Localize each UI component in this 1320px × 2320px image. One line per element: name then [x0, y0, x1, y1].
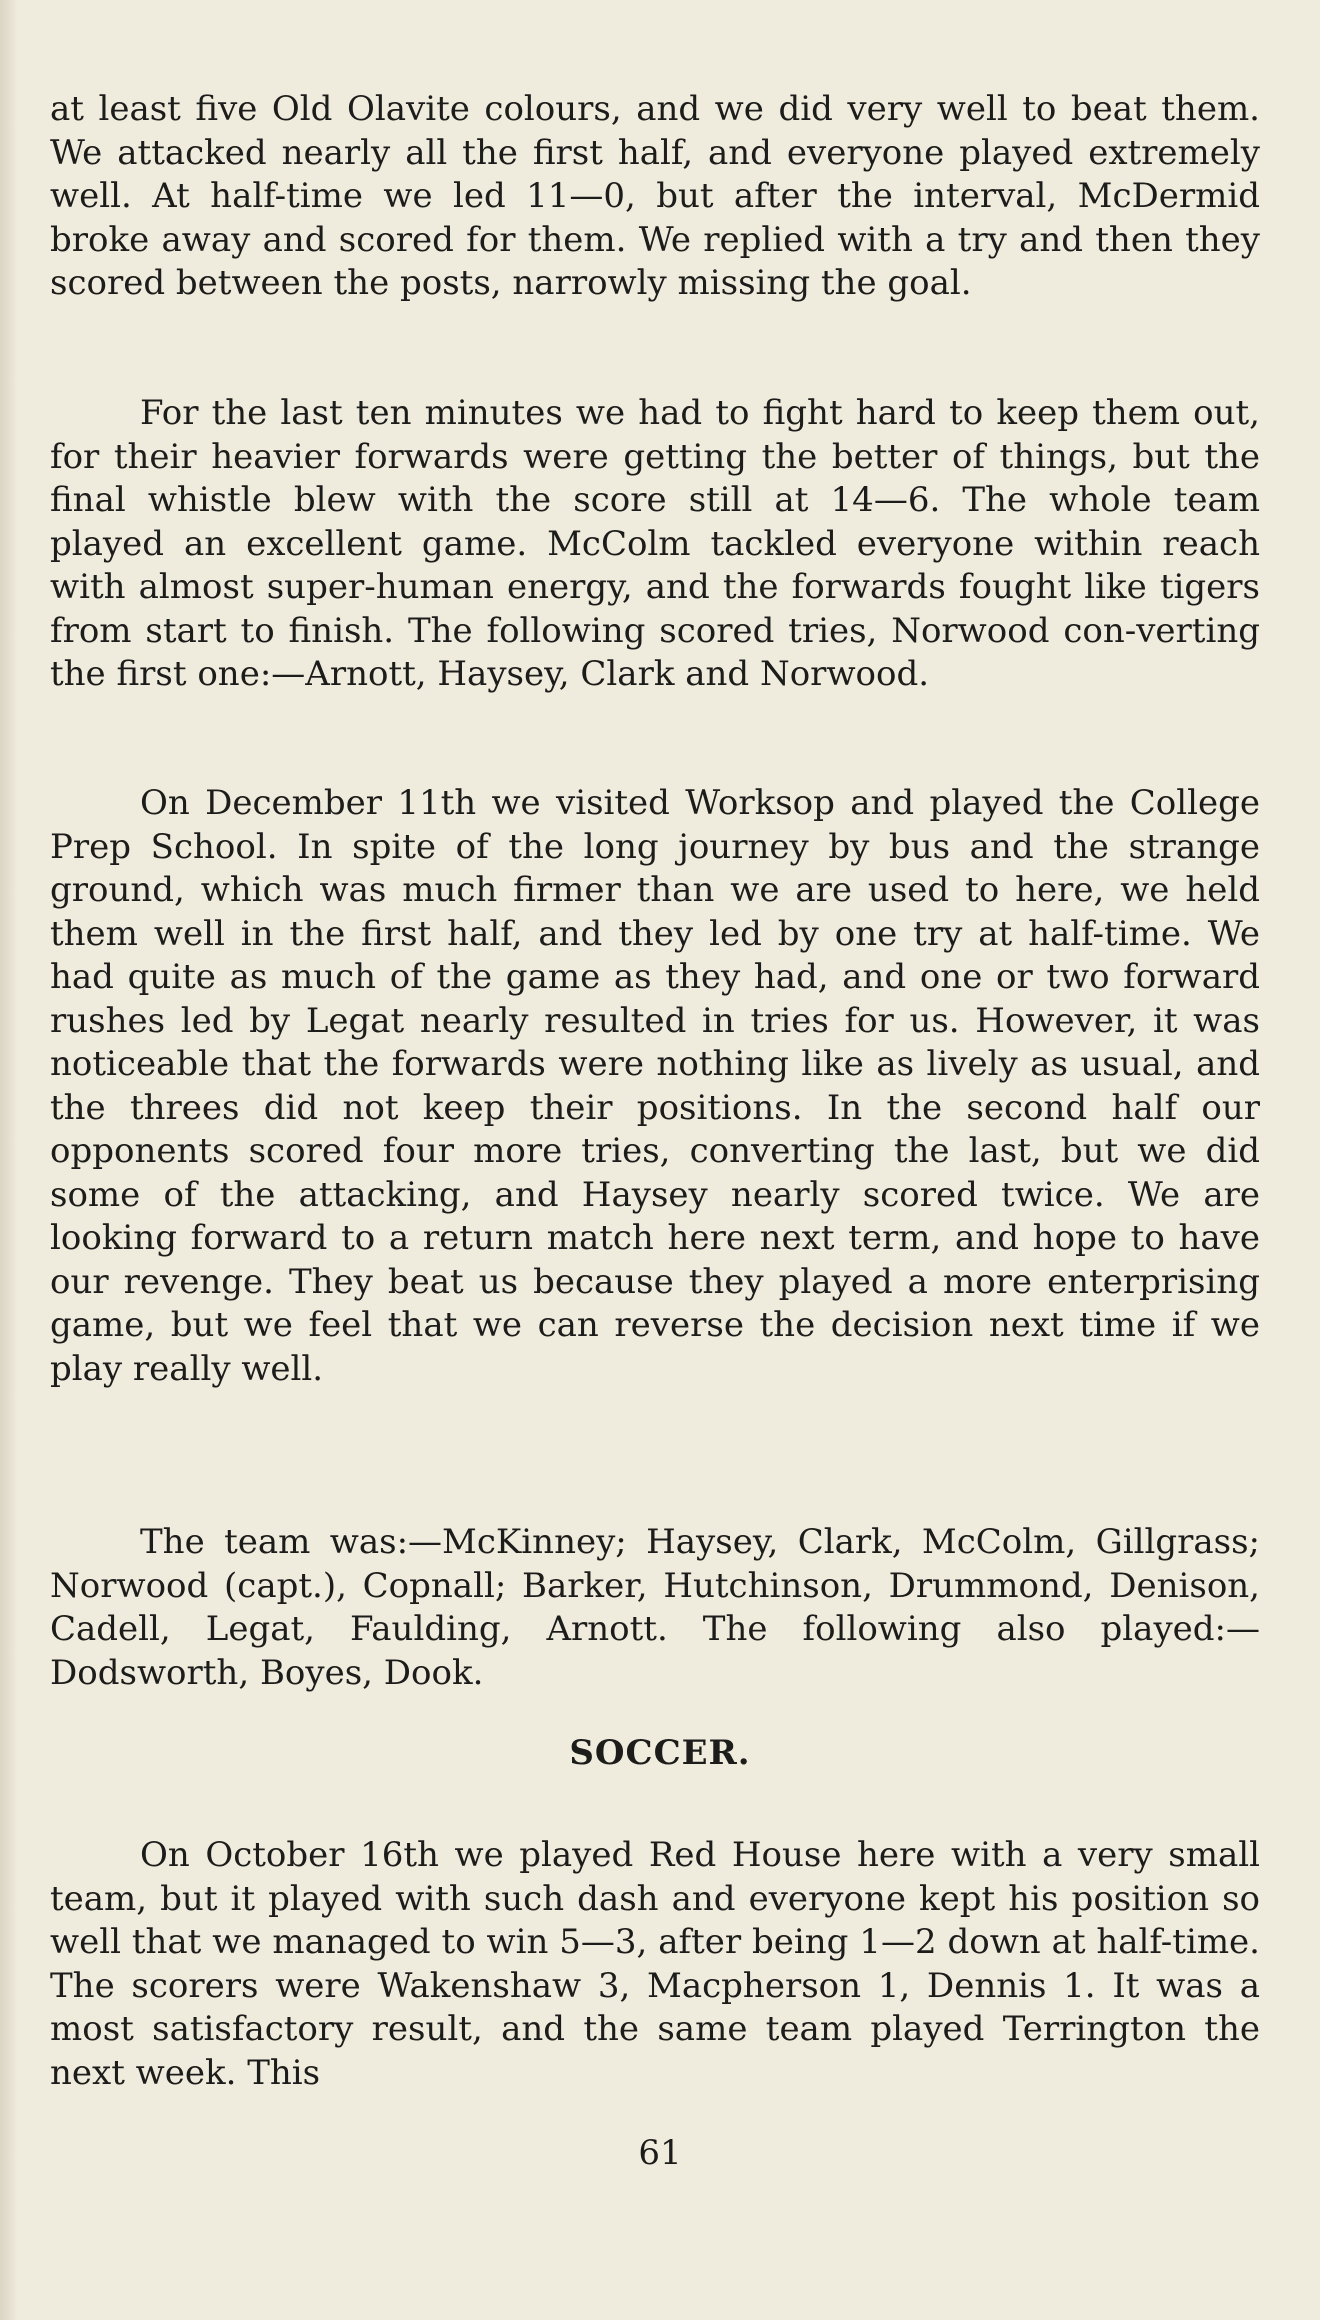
- paragraph-text: For the last ten minutes we had to fight hard to keep them out, for their heavier forwards were getting the better of things, but the final whistle blew with the score still at 14—6. The whole team played an excellent game. McColm tackled everyone within reach with almost super-human energy, and the forwards fought like tigers from start to finish. The following scored tries, Norwood con-verting the first one:—Arnott, Haysey, Clark and Norwood.: [50, 393, 1260, 694]
- paragraph-text: On December 11th we visited Worksop and played the College Prep School. In spite of the long journey by bus and the strange ground, which was much firmer than we are used to here, we held them well in the first half, and they led by one try at half-time. We had quite as much of the game as they had, and one or two forward rushes led by Legat nearly resulted in tries for us. However, it was noticeable that the forwards were nothing like as lively as usual, and the threes did not keep their positions. In the second half our opponents scored four more tries, converting the last, but we did some of the attacking, and Haysey nearly scored twice. We are looking forward to a return match here next term, and hope to have our revenge. They beat us because they played a more enterprising game, but we feel that we can reverse the decision next time if we play really well.: [50, 783, 1260, 1389]
- paragraph-final-whistle: [50, 392, 1260, 697]
- section-heading-soccer: SOCCER.: [569, 1733, 751, 1773]
- paragraph-text: On October 16th we played Red House here with a very small team, but it played with such dash and everyone kept his position so well that we managed to win 5—3, after being 1—2 down at half-time. The scorers were Wakenshaw 3, Macpherson 1, Dennis 1. It was a most satisfactory result, and the same team played Terrington the next week. This: [50, 1835, 1260, 2093]
- paragraph-text: The team was:—McKinney; Haysey, Clark, McColm, Gillgrass; Norwood (capt.), Copnall; Barker, Hutchinson, Drummond, Denison, Cadell, Legat, Faulding, Arnott. The following also played:—Dodsworth, Boyes, Dook.: [50, 1522, 1260, 1693]
- paragraph-rugby-continued: [50, 88, 1260, 306]
- page-number: 61: [638, 2133, 682, 2173]
- paragraph-worksop-match: [50, 782, 1260, 1391]
- paragraph-soccer-red-house: [50, 1834, 1260, 2095]
- paragraph-team-list: [50, 1521, 1260, 1695]
- paragraph-text: at least five Old Olavite colours, and we did very well to beat them. We attacked nearly all the first half, and everyone played extremely well. At half-time we led 11—0, but after the interval, McDermid broke away and scored for them. We replied with a try and then they scored between the posts, narrowly missing the goal.: [50, 89, 1260, 303]
